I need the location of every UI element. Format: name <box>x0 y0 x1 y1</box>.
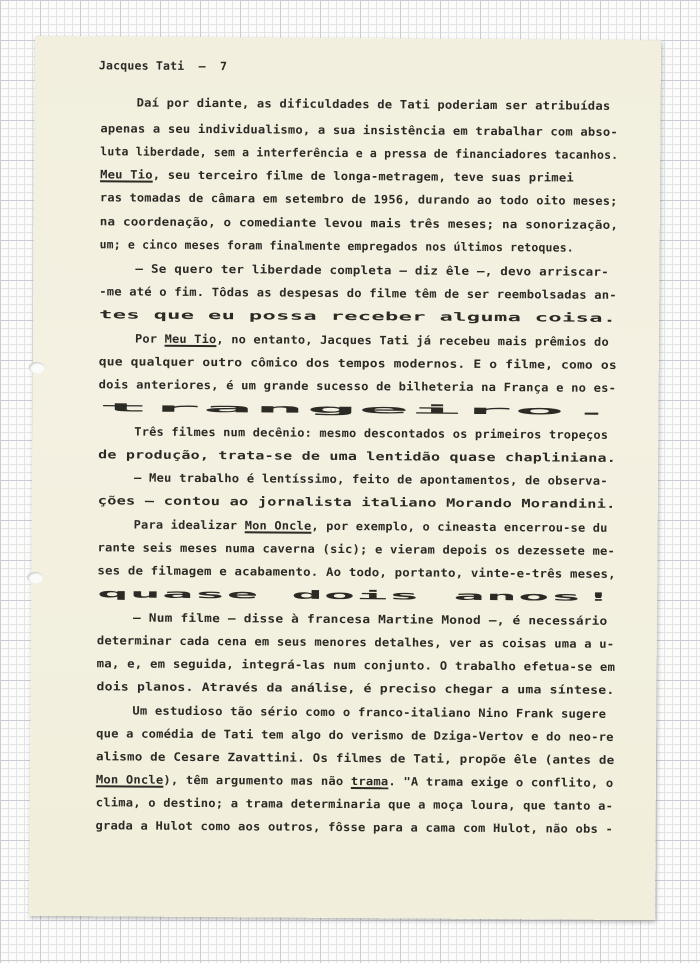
text-segment: -me até o fim. Tôdas as despesas do filme têm de ser reembolsadas an- <box>99 284 617 302</box>
text-segment: Por <box>134 331 165 346</box>
text-segment: rante seis meses numa caverna (sic); e vieram depois os dezessete me- <box>97 540 616 558</box>
text-line <box>99 377 617 395</box>
text-line <box>97 540 615 558</box>
text-line <box>100 121 618 139</box>
text-line <box>134 425 608 442</box>
text-segment: grada a Hulot como aos outros, fôsse para a cama com Hulot, não obs - <box>95 818 614 836</box>
text-line <box>134 518 608 535</box>
punch-hole <box>27 572 43 584</box>
text-segment: Três filmes num decênio: mesmo descontados os primeiros tropeços <box>134 424 609 442</box>
text-segment: . "A trama exige o conflito, o <box>388 774 614 790</box>
text-segment: apenas a seu individualismo, a sua insistência em trabalhar com abso- <box>100 121 618 139</box>
text-segment: , no entanto, Jacques Tati já recebeu mais prêmios do <box>216 332 609 349</box>
text-segment: alismo de Cesare Zavattini. Os filmes de Tati, propõe êle (antes de <box>96 749 615 767</box>
underlined-title: trama <box>350 774 389 789</box>
underlined-title: Mon Oncle <box>244 518 312 533</box>
text-segment: ), têm argumento mas não <box>163 772 351 789</box>
text-line <box>96 679 614 697</box>
text-line <box>96 772 614 790</box>
text-line <box>98 400 618 418</box>
text-segment: ções — contou ao jornalista italiano Morando Morandini. <box>97 493 616 511</box>
text-segment: um; e cinco meses foram finalmente empregados nos últimos retoques. <box>99 237 574 255</box>
text-line <box>100 144 618 162</box>
text-line <box>137 96 611 113</box>
text-segment: tes que eu possa receber alguma coisa. <box>99 307 617 325</box>
text-line <box>96 749 614 767</box>
punch-hole <box>29 362 45 374</box>
text-line <box>96 818 614 836</box>
text-segment: dois planos. Através da análise, é preciso chegar a uma síntese. <box>96 679 615 697</box>
text-line <box>97 586 615 604</box>
text-segment: Um estudioso tão sério como o franco-italiano Nino Frank sugere <box>132 703 607 721</box>
text-segment: clima, o destino; a trama determinaria que a moça loura, que tanto a- <box>95 795 614 813</box>
text-line <box>98 493 616 511</box>
underlined-title: Meu Tio <box>164 331 217 347</box>
underlined-title: Mon Oncle <box>95 772 164 787</box>
typewritten-page <box>29 36 661 920</box>
text-line <box>100 237 574 254</box>
text-line <box>133 611 608 628</box>
text-line <box>134 471 608 488</box>
text-line <box>99 307 617 325</box>
text-segment: ma, e, em seguida, integrá-las num conjunto. O trabalho efetua-se em <box>96 656 616 674</box>
text-segment: ses de filmagem e acabamento. Ao todo, portanto, vinte-e-três meses, <box>97 563 616 581</box>
text-segment: na coordenação, o comediante levou mais três meses; na sonorização, <box>99 214 619 232</box>
page-header: Jacques Tati — 7 <box>98 58 228 74</box>
text-line <box>135 262 609 279</box>
text-line <box>100 190 618 208</box>
text-segment: — Meu trabalho é lentíssimo, feito de apontamentos, de observa- <box>133 470 608 488</box>
text-segment: ras tomadas de câmara em setembro de 1956, durando ao todo oito meses; <box>99 190 618 208</box>
text-line <box>99 354 617 372</box>
text-line <box>98 447 616 465</box>
text-segment: que qualquer outro cômico dos tempos modernos. E o filme, como os <box>98 354 617 372</box>
text-line <box>97 563 615 581</box>
text-line <box>100 214 618 232</box>
text-line <box>132 704 606 721</box>
text-segment: , seu terceiro filme de longa-metragem, teve suas primei <box>152 167 574 185</box>
text-segment: Daí por diante, as dificuldades de Tati poderiam ser atribuídas <box>136 95 611 113</box>
text-line <box>99 284 617 302</box>
text-line <box>100 167 574 184</box>
text-segment: quase dois anos! <box>97 586 616 604</box>
text-segment: de produção, trata-se de uma lentidão quase chapliniana. <box>98 447 617 465</box>
underlined-title: Meu Tio <box>100 167 153 182</box>
text-segment: — Se quero ter liberdade completa — diz êle —, devo arriscar- <box>135 261 610 279</box>
text-segment: trangeiro. <box>98 400 619 418</box>
text-segment: , por exemplo, o cineasta encerrou-se du <box>311 518 608 535</box>
text-line <box>96 795 614 813</box>
text-line <box>97 656 615 674</box>
text-segment: luta liberdade, sem a interferência e a pressa de financiadores tacanhos. <box>100 144 619 162</box>
text-line <box>97 633 615 651</box>
text-segment: dois anteriores, é um grande sucesso de bilheteria na França e no es- <box>98 377 617 395</box>
text-segment: — Num filme — disse à francesa Martine Monod —, é necessário <box>132 610 608 628</box>
text-segment: determinar cada cena em seus menores detalhes, ver as coisas uma a u- <box>96 633 615 651</box>
text-line <box>96 726 614 744</box>
text-segment: Para idealizar <box>133 517 245 533</box>
text-line <box>135 332 609 349</box>
text-segment: que a comédia de Tati tem algo do verismo de Dziga-Vertov e do neo-re <box>96 726 614 744</box>
